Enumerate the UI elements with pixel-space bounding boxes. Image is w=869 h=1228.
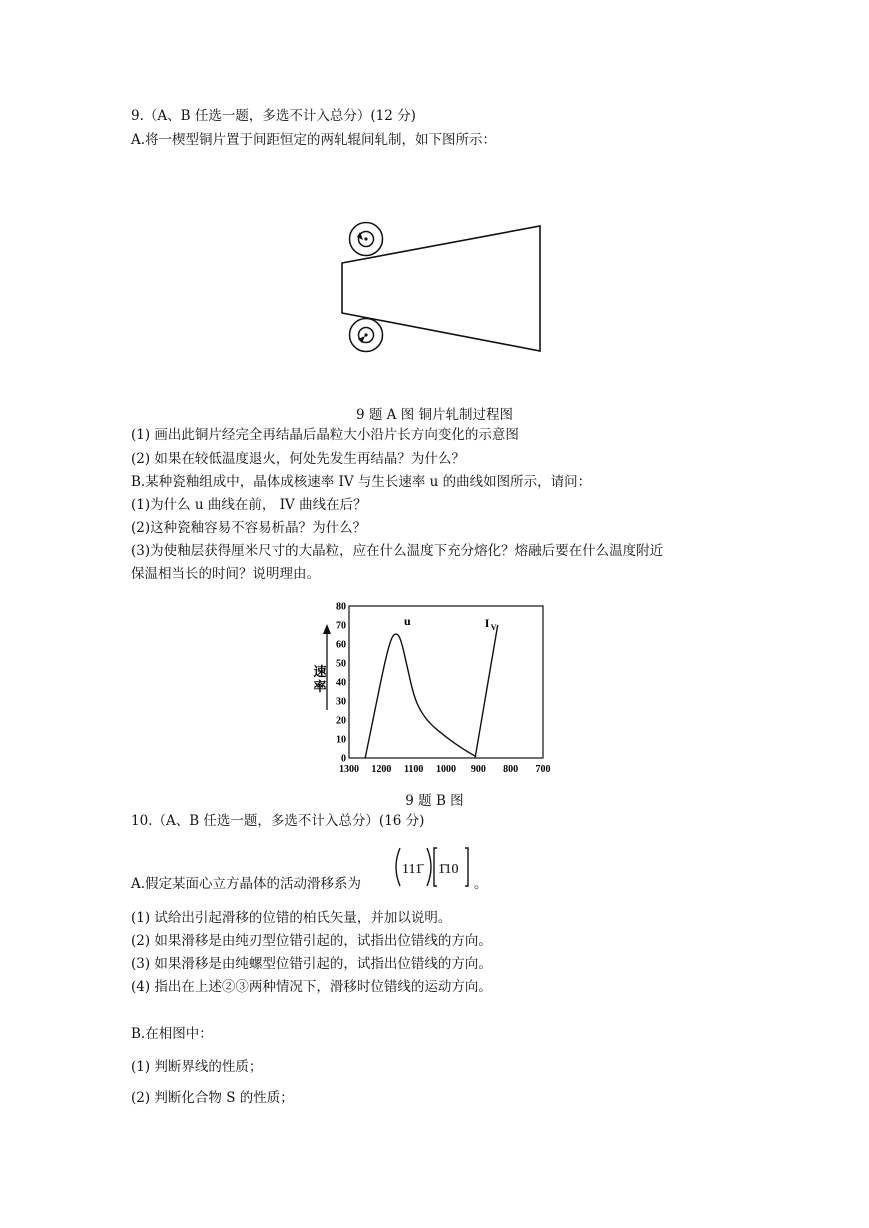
x-tick-label: 1000 bbox=[436, 764, 456, 775]
plane-paren-right bbox=[427, 848, 431, 886]
x-tick-label: 900 bbox=[470, 764, 486, 775]
ylabel-char-2: 率 bbox=[313, 679, 327, 694]
y-tick-label: 40 bbox=[336, 677, 346, 689]
q9-b-question-3-line-1: (3)为使釉层获得厘米尺寸的大晶粒，应在什么温度下充分熔化？熔融后要在什么温度附近 bbox=[131, 543, 664, 559]
series-line-iv bbox=[475, 622, 498, 758]
x-tick-label: 1300 bbox=[339, 764, 359, 775]
series-label-u: u bbox=[403, 614, 411, 628]
ylabel-char-1: 速 bbox=[313, 664, 327, 679]
direction-indices: 1̄10 bbox=[438, 862, 459, 877]
q10-a-question-3: (3) 如果滑移是由纯螺型位错引起的，试指出位错线的方向。 bbox=[131, 956, 492, 972]
q9-b-question-2: (2)这种瓷釉容易不容易析晶？为什么？ bbox=[131, 520, 367, 536]
rate-chart bbox=[305, 598, 565, 780]
rolling-diagram bbox=[330, 210, 560, 360]
slip-system-notation bbox=[393, 845, 473, 889]
q9-a-intro: A.将一楔型铜片置于间距恒定的两轧辊间轧制，如下图所示： bbox=[131, 132, 497, 148]
direction-bracket-left bbox=[434, 848, 437, 886]
y-tick-label: 0 bbox=[341, 753, 346, 765]
plane-paren-left bbox=[396, 848, 400, 886]
fig-a-caption: 9 题 A 图 铜片轧制过程图 bbox=[355, 407, 513, 423]
direction-bracket-right bbox=[465, 848, 468, 886]
notation-period: 。 bbox=[474, 876, 488, 892]
fig-b-caption: 9 题 B 图 bbox=[405, 793, 464, 809]
y-tick-label: 60 bbox=[336, 639, 346, 651]
y-tick-label: 80 bbox=[336, 601, 346, 613]
q10-header: 10.（A、B 任选一题，多选不计入总分）(16 分) bbox=[131, 813, 425, 829]
x-tick-label: 1200 bbox=[371, 764, 392, 775]
q10-b-question-2: (2) 判断化合物 S 的性质； bbox=[131, 1090, 294, 1106]
q10-b-question-1: (1) 判断界线的性质； bbox=[131, 1059, 263, 1075]
x-tick-label: 800 bbox=[503, 764, 519, 775]
q9-b-intro: B.某种瓷釉组成中，晶体成核速率 IV 与生长速率 u 的曲线如图所示，请问： bbox=[131, 474, 592, 490]
q9-a-question-2: (2) 如果在较低温度退火，何处先发生再结晶？为什么？ bbox=[131, 451, 465, 467]
bottom-roller-icon bbox=[350, 319, 383, 352]
q9-a-question-1: (1) 画出此铜片经完全再结晶后晶粒大小沿片长方向变化的示意图 bbox=[131, 427, 519, 443]
q9-b-question-3-line-2: 保温相当长的时间？说明理由。 bbox=[131, 566, 320, 582]
series-line-u bbox=[365, 634, 475, 758]
q10-a-intro: A.假定某面心立方晶体的活动滑移系为 bbox=[131, 876, 362, 892]
ylabel-arrow-head bbox=[323, 624, 331, 634]
y-tick-label: 50 bbox=[336, 658, 346, 670]
y-tick-label: 10 bbox=[336, 734, 346, 746]
series-label-iv: I bbox=[484, 615, 490, 630]
plot-frame bbox=[349, 606, 543, 758]
y-tick-label: 70 bbox=[336, 620, 346, 632]
y-tick-label: 20 bbox=[336, 715, 346, 727]
q9-b-question-1: (1)为什么 u 曲线在前， IV 曲线在后？ bbox=[131, 497, 367, 513]
q10-a-question-1: (1) 试给出引起滑移的位错的柏氏矢量，并加以说明。 bbox=[131, 910, 452, 926]
q9-header: 9.（A、B 任选一题，多选不计入总分）(12 分) bbox=[131, 108, 416, 124]
y-tick-label: 30 bbox=[336, 696, 346, 708]
q10-a-question-2: (2) 如果滑移是由纯刃型位错引起的，试指出位错线的方向。 bbox=[131, 933, 492, 949]
x-tick-label: 1100 bbox=[403, 764, 424, 775]
x-tick-label: 700 bbox=[535, 764, 551, 775]
top-roller-icon bbox=[350, 223, 383, 256]
q10-b-intro: B.在相图中： bbox=[131, 1026, 213, 1042]
q10-a-question-4: (4) 指出在上述②③两种情况下，滑移时位错线的运动方向。 bbox=[131, 979, 492, 995]
series-label-iv-subscript: V bbox=[490, 622, 497, 632]
plane-indices: 111̄ bbox=[402, 862, 422, 877]
